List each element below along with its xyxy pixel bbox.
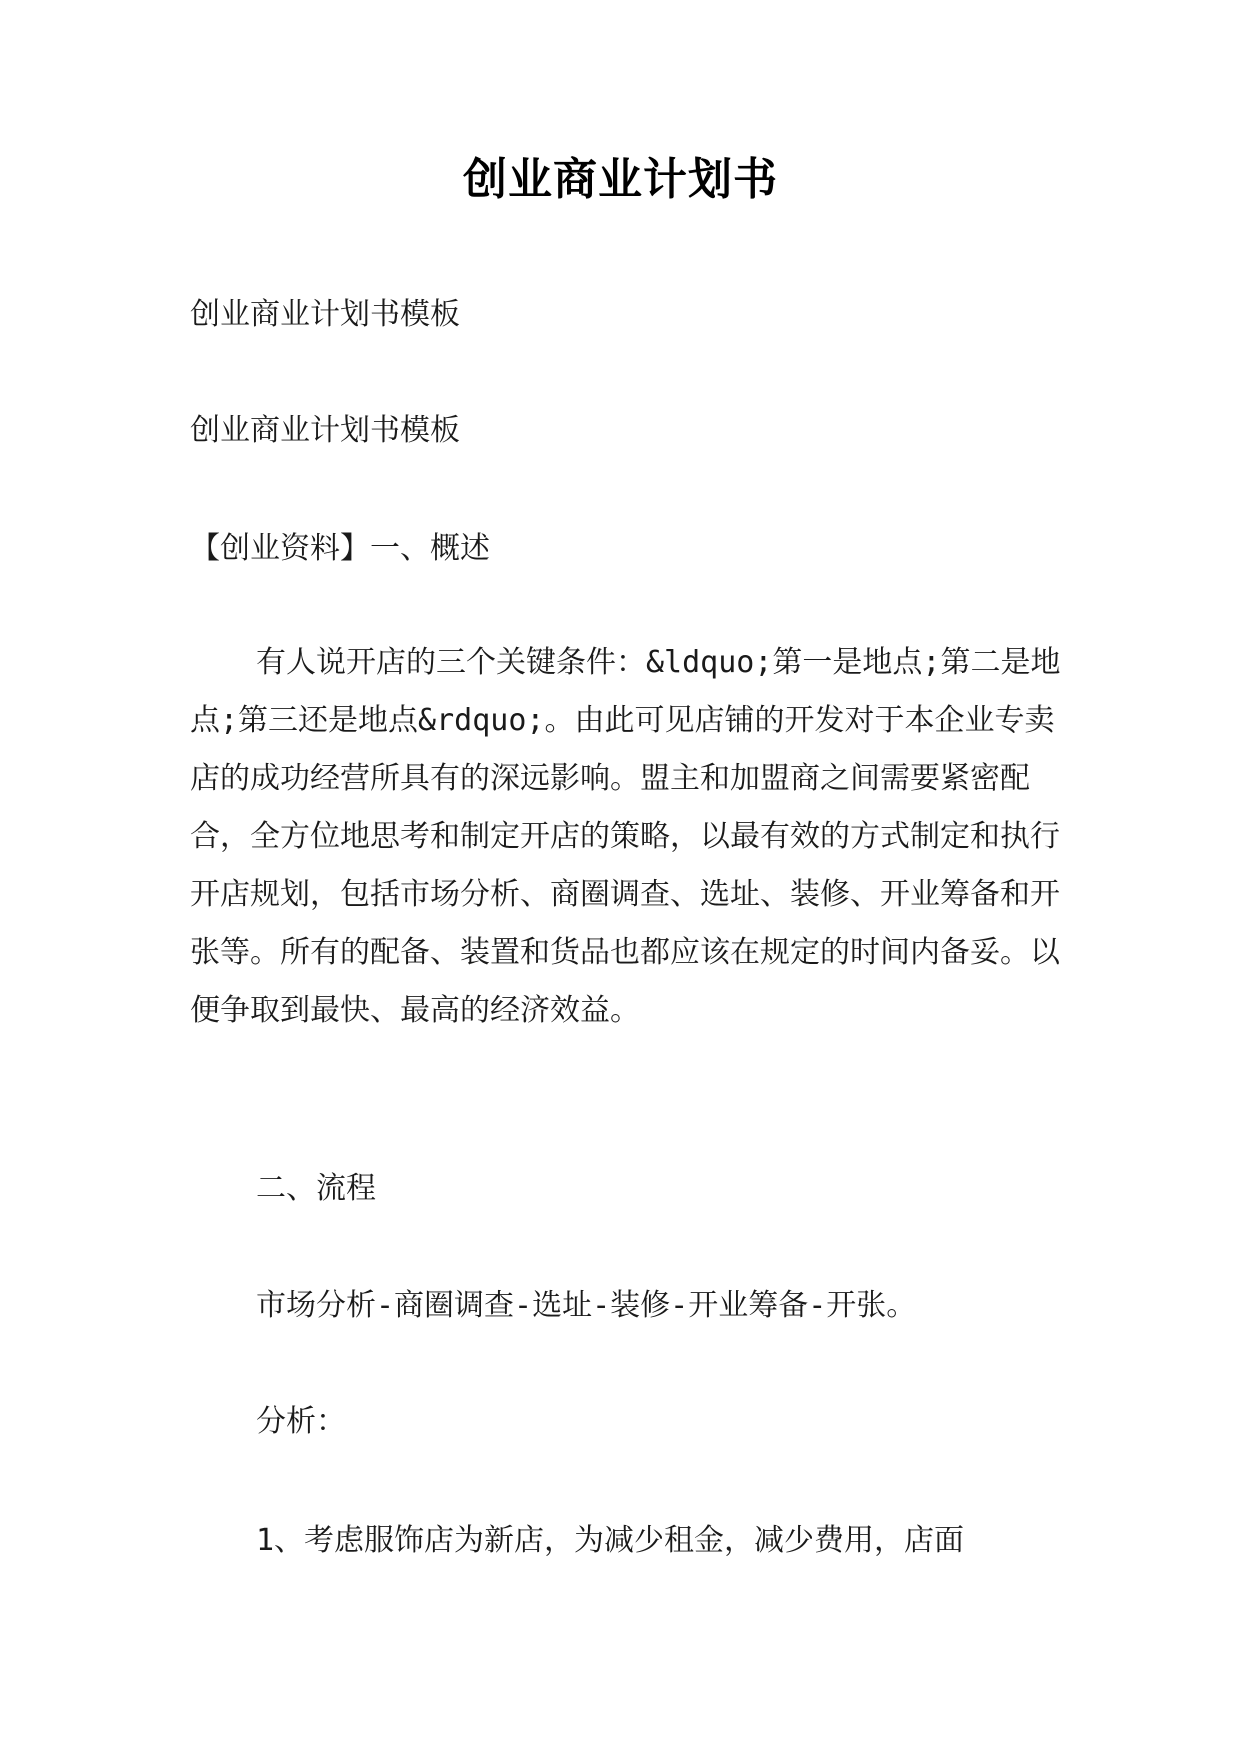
paragraph-overview-body: 有人说开店的三个关键条件：&ldquo;第一是地点;第二是地点;第三还是地点&rdquo;。由此可见店铺的开发对于本企业专卖店的成功经营所具有的深远影响。盟主和加盟商之间需要紧密配合，全方位地思考和制定开店的策略，以最有效的方式制定和执行开店规划，包括市场分析、商圈调查、选址、装修、开业筹备和开张等。所有的配备、装置和货品也都应该在规定的时间内备妥。以便争取到最快、最高的经济效益。 xyxy=(190,645,1061,1028)
paragraph-template-heading-1: 创业商业计划书模板 xyxy=(190,297,460,332)
paragraph-section-process: 二、流程 xyxy=(256,1171,376,1206)
paragraph-analysis-item-1: 1、考虑服饰店为新店，为减少租金，减少费用，店面 xyxy=(256,1523,965,1558)
paragraph-section-overview: 【创业资料】一、概述 xyxy=(190,531,490,566)
document-title: 创业商业计划书 xyxy=(463,154,778,205)
paragraph-template-heading-2: 创业商业计划书模板 xyxy=(190,413,460,448)
paragraph-analysis-label: 分析： xyxy=(256,1404,346,1439)
paragraph-process-steps: 市场分析-商圈调查-选址-装修-开业筹备-开张。 xyxy=(256,1288,917,1323)
